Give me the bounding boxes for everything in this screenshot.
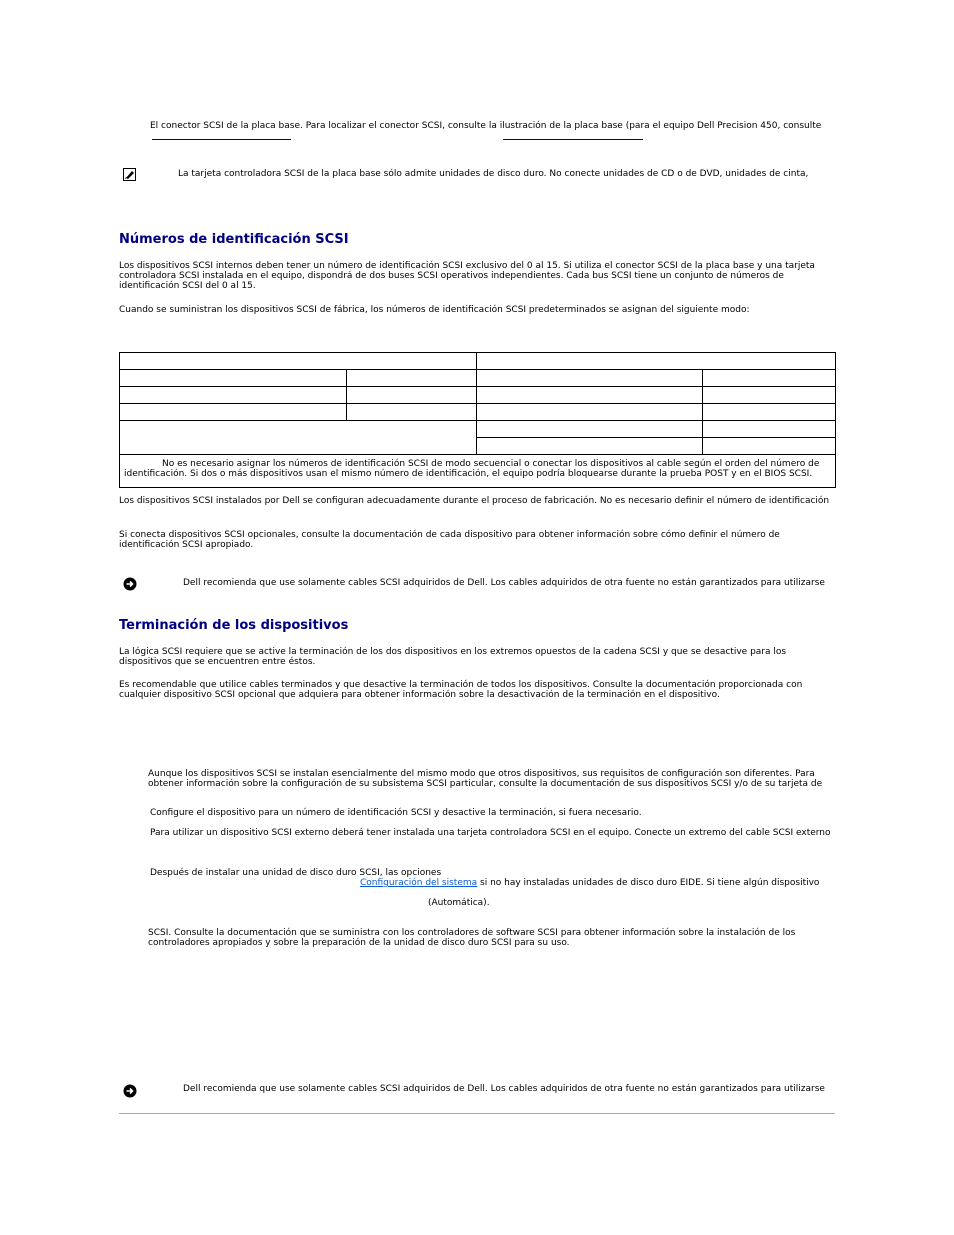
table-row [120,353,836,370]
system-setup-link-label[interactable]: Configuración del sistema [360,878,478,888]
table-cell [347,404,477,421]
term-paragraph-1: La lógica SCSI requiere que se active la terminación de los dos dispositivos en los extremos opuestos de la cadena SCSI y que se desactive para los dispositivos que se encuentren entre éstos. [119,647,787,667]
step-2-text: Configure el dispositivo para un número de identificación SCSI y desactive la terminación, si fuera necesario. [150,808,642,818]
table-cell [703,387,836,404]
system-setup-link[interactable] [360,878,819,888]
table-cell [120,421,477,455]
table-cell [120,370,347,387]
ids-paragraph-1: Los dispositivos SCSI internos deben tener un número de identificación SCSI exclusivo del 0 al 15. Si utiliza el conector SCSI de la placa base y una tarjeta controladora SCSI instalada en el equipo, dispondrá de dos buses SCSI operativos independientes. Cada bus SCSI tiene un conjunto de números de identificación SCSI del 0 al 15. [119,261,815,291]
step-4-continuation: si no hay instaladas unidades de disco duro EIDE. Si tiene algún dispositivo [480,878,820,888]
table-cell [347,387,477,404]
table-cell [703,404,836,421]
notice-text: Dell recomienda que use solamente cables SCSI adquiridos de Dell. Los cables adquiridos de otra fuente no están garantizados para utilizarse [183,578,825,588]
notice-icon-bottom [123,1084,137,1101]
table-row [120,387,836,404]
table-cell [703,438,836,455]
table-row [120,455,836,488]
connector-description: El conector SCSI de la placa base. Para localizar el conector SCSI, consulte la ilustración de la placa base (para el equipo Dell Precision 450, consulte [150,121,822,131]
table-cell [477,353,836,370]
table-note: No es necesario asignar los números de identificación SCSI de modo secuencial o conectar los dispositivos al cable según el orden del número de identificación. Si dos o más dispositivos usan el mismo número de identificación, el equipo podría bloquearse durante la prueba POST y en el BIOS SCSI. [120,455,836,488]
table-cell [477,421,703,438]
table-cell [477,404,703,421]
section-heading-scsi-ids: Números de identificación SCSI [119,232,349,247]
note-icon [123,168,136,184]
step-3-text: Para utilizar un dispositivo SCSI externo deberá tener instalada una tarjeta controladora SCSI en el equipo. Conecte un extremo del cable SCSI externo [150,828,831,838]
ids-paragraph-4: Si conecta dispositivos SCSI opcionales, consulte la documentación de cada dispositivo para obtener información sobre cómo definir el número de identificación SCSI apropiado. [119,530,780,550]
ids-paragraph-2: Cuando se suministran los dispositivos SCSI de fábrica, los números de identificación SCSI predeterminados se asignan del siguiente modo: [119,305,750,315]
table-row [120,421,836,438]
table-cell [120,353,477,370]
step-4-automatic: (Automática). [428,898,490,908]
link-underline-right[interactable] [503,139,643,140]
table-cell [703,370,836,387]
scsi-id-table [119,352,836,488]
table-row [120,404,836,421]
table-row [120,370,836,387]
note-text: La tarjeta controladora SCSI de la placa base sólo admite unidades de disco duro. No conecte unidades de CD o de DVD, unidades de cinta, [178,169,809,179]
table-cell [120,387,347,404]
section-heading-termination: Terminación de los dispositivos [119,618,349,633]
table-cell [477,370,703,387]
link-underline-left[interactable] [152,139,291,140]
table-cell [347,370,477,387]
step-5-text: SCSI. Consulte la documentación que se suministra con los controladores de software SCSI para obtener información sobre la instalación de los controladores apropiados y sobre la preparación de la unidad de disco duro SCSI para su uso. [148,928,796,948]
table-cell [120,404,347,421]
step-1-text: Aunque los dispositivos SCSI se instalan esencialmente del mismo modo que otros dispositivos, sus requisitos de configuración son diferentes. Para obtener información sobre la configuración de su subsistema SCSI particular, consulte la documentación de sus dispositivos SCSI y/o de su tarjeta de [148,769,823,789]
table-cell [477,438,703,455]
ids-paragraph-3: Los dispositivos SCSI instalados por Dell se configuran adecuadamente durante el proceso de fabricación. No es necesario definir el número de identificación [119,496,830,506]
table-cell [703,421,836,438]
table-cell [477,387,703,404]
term-paragraph-2: Es recomendable que utilice cables terminados y que desactive la terminación de todos los dispositivos. Consulte la documentación proporcionada con cualquier dispositivo SCSI opcional que adquiera para obtener información sobre la desactivación de la terminación en el dispositivo. [119,680,803,700]
step-4-text: Después de instalar una unidad de disco duro SCSI, las opciones [150,868,442,878]
bottom-divider [119,1113,835,1114]
notice-icon [123,577,137,594]
notice-text-bottom: Dell recomienda que use solamente cables SCSI adquiridos de Dell. Los cables adquiridos de otra fuente no están garantizados para utilizarse [183,1084,825,1094]
